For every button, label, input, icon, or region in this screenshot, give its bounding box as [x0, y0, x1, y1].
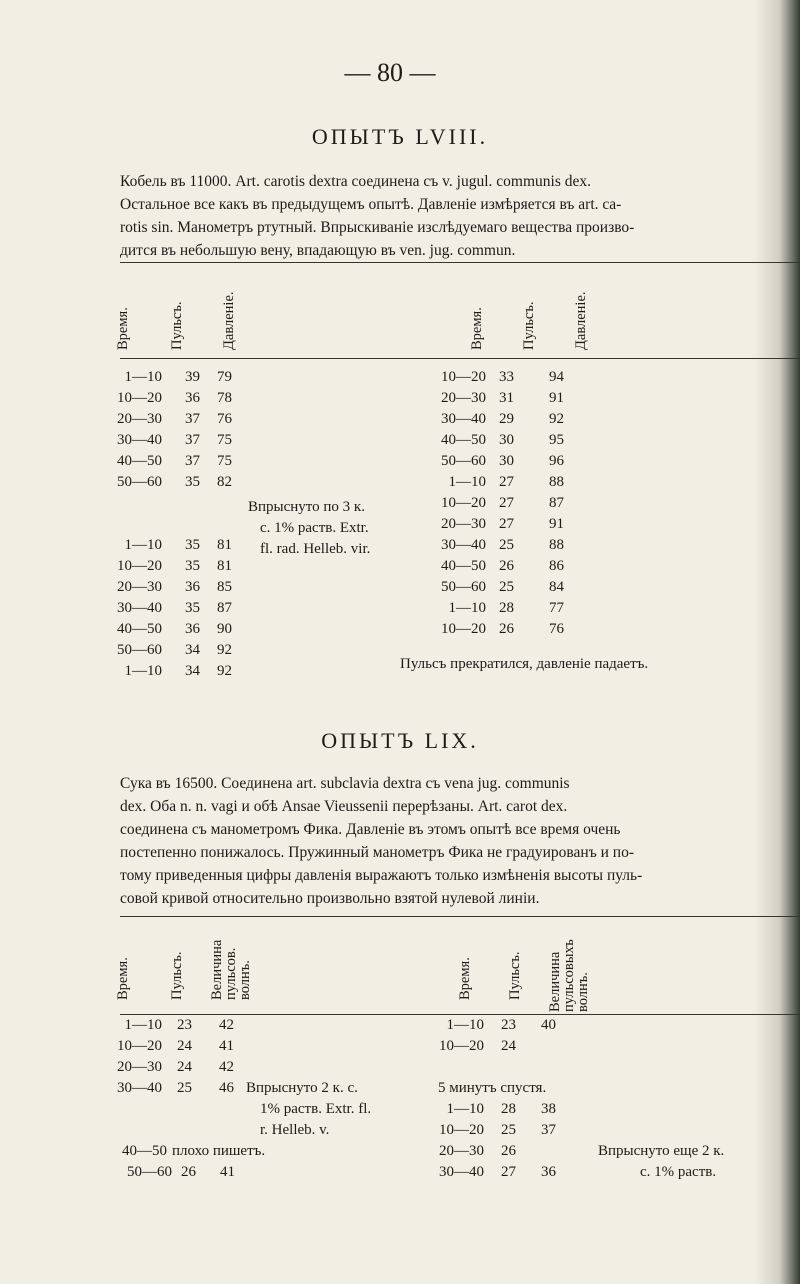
table-header-rule: [120, 358, 800, 359]
table-row-pulse: 34: [185, 642, 200, 658]
table-row-value: 37: [541, 1122, 556, 1138]
table-row-pulse: 27: [499, 474, 514, 490]
table-row-pulse: 30: [499, 453, 514, 469]
description-line: dex. Оба n. n. vagi и обѣ Ansae Vieussenii перерѣзаны. Art. carot dex.: [120, 798, 568, 815]
table-row-time: 20—30: [439, 1143, 484, 1159]
table-row-value: 95: [549, 432, 564, 448]
table-row-time: 40—50: [441, 432, 486, 448]
table-row-pulse: 24: [177, 1038, 192, 1054]
table-row-value: 40: [541, 1017, 556, 1033]
pause-note: 5 минутъ спустя.: [438, 1080, 547, 1096]
table-row-value: 85: [217, 579, 232, 595]
table-row-time: 1—10: [446, 1101, 484, 1117]
table-row-time: 50—60: [117, 642, 162, 658]
page-edge-shadow: [754, 0, 800, 1284]
description-line: rotis sin. Манометръ ртутный. Впрыскиваніе изслѣдуемаго вещества произво-: [120, 219, 635, 236]
table-row-time: 50—60: [441, 579, 486, 595]
table-row-value: 76: [549, 621, 564, 637]
table-row-pulse: 25: [499, 537, 514, 553]
table-row-time: 1—10: [124, 663, 162, 679]
table-row-value: 87: [549, 495, 564, 511]
table-row-time: 1—10: [446, 1017, 484, 1033]
experiment-59-description: [120, 772, 750, 910]
table-row-value: 42: [219, 1059, 234, 1075]
table-row-time: 40—50: [117, 621, 162, 637]
table-row-pulse: 35: [185, 558, 200, 574]
table-row-value: 92: [217, 663, 232, 679]
table-row-pulse: 39: [185, 369, 200, 385]
table-row-pulse: 36: [185, 579, 200, 595]
table-row-value: 41: [219, 1038, 234, 1054]
table-row-time: 10—20: [439, 1122, 484, 1138]
table-row-time: 10—20: [439, 1038, 484, 1054]
table-row-time: 40—50: [441, 558, 486, 574]
table-row-pulse: 34: [185, 663, 200, 679]
table-row-magnitude: 41: [220, 1164, 235, 1180]
table-row-time: 1—10: [124, 537, 162, 553]
column-header-pulse: Пульсъ.: [169, 951, 185, 1000]
table-row-value: 81: [217, 537, 232, 553]
injection-note: с. 1% раств.: [640, 1164, 717, 1180]
table-row-value: 90: [217, 621, 232, 637]
table-row-time: 10—20: [441, 621, 486, 637]
table-row-value: 77: [549, 600, 564, 616]
experiment-58-description: [120, 170, 750, 262]
table-row-pulse: 26: [181, 1164, 196, 1180]
injection-note: Впрыснуто 2 к. с.: [246, 1080, 358, 1096]
table-header-rule: [120, 1014, 800, 1015]
table-row-pulse: 24: [177, 1059, 192, 1075]
injection-note: Впрыснуто еще 2 к.: [598, 1143, 725, 1159]
table-row-value: 75: [217, 432, 232, 448]
table-row-pulse: 35: [185, 537, 200, 553]
table-row-time: 20—30: [117, 411, 162, 427]
table-row-pulse: 36: [185, 621, 200, 637]
table-row-time: 1—10: [124, 369, 162, 385]
table-row-time: 20—30: [441, 390, 486, 406]
table-row-pulse: 26: [499, 558, 514, 574]
table-row-pulse: 35: [185, 600, 200, 616]
table-row-value: 86: [549, 558, 564, 574]
table-row-value: 91: [549, 516, 564, 532]
table-row-pulse: 27: [499, 495, 514, 511]
table-row-time: 30—40: [117, 1080, 162, 1096]
table-row-pulse: 37: [185, 411, 200, 427]
column-header-time: Время.: [115, 957, 131, 1000]
table-row-pulse: 23: [501, 1017, 516, 1033]
table-row-pulse: 25: [177, 1080, 192, 1096]
table-row-time: 50—60: [117, 474, 162, 490]
table-row-time: 10—20: [117, 390, 162, 406]
table-row-value: 96: [549, 453, 564, 469]
table-row-pulse: 25: [501, 1122, 516, 1138]
experiment-59-title: ОПЫТЪ LIX.: [321, 728, 479, 753]
table-row-pulse: 37: [185, 432, 200, 448]
column-header-wave-magnitude: Величина пульсов. волнъ.: [209, 939, 253, 1000]
table-row-value: 75: [217, 453, 232, 469]
table-row-pulse: 35: [185, 474, 200, 490]
final-note: Пульсъ прекратился, давленіе падаетъ.: [400, 656, 649, 672]
column-header-pulse: Пульсъ.: [169, 301, 185, 350]
table-row-pulse: 29: [499, 411, 514, 427]
table-row-time: 40—50: [122, 1143, 167, 1159]
table-row-pulse: 26: [499, 621, 514, 637]
table-row-pulse: 24: [501, 1038, 516, 1054]
table-row-time: 20—30: [117, 579, 162, 595]
column-header-time: Время.: [469, 307, 485, 350]
table-row-value: 92: [549, 411, 564, 427]
injection-note: Впрыснуто по 3 к.: [248, 499, 365, 515]
column-header-pressure: Давленіе.: [221, 291, 237, 350]
table-row-value: 87: [217, 600, 232, 616]
table-row-value: 82: [217, 474, 232, 490]
table-row-pulse: 25: [499, 579, 514, 595]
description-line: Остальное все какъ въ предыдущемъ опытѣ. Давленіе измѣряется въ art. ca-: [120, 196, 622, 213]
table-row-value: 38: [541, 1101, 556, 1117]
experiment-58-title: ОПЫТЪ LVIII.: [311, 124, 489, 149]
description-line: совой кривой относительно произвольно взятой нулевой линіи.: [120, 890, 540, 907]
table-row-pulse: 28: [499, 600, 514, 616]
table-row-time: 30—40: [117, 600, 162, 616]
description-line: Кобель въ 11000. Art. carotis dextra соединена съ v. jugul. communis dex.: [120, 173, 591, 190]
table-row-time: 50—60: [441, 453, 486, 469]
description-line: дится въ небольшую вену, впадающую въ ven. jug. commun.: [120, 242, 516, 259]
table-row-pulse: 36: [185, 390, 200, 406]
table-row-value: 36: [541, 1164, 556, 1180]
table-row-value: 46: [219, 1080, 234, 1096]
table-row-value: 88: [549, 537, 564, 553]
column-header-time: Время.: [115, 307, 131, 350]
description-line: тому приведенныя цифры давленія выражаютъ только измѣненія высоты пуль-: [120, 867, 643, 884]
bad-recording-note: плохо пишетъ.: [172, 1143, 266, 1159]
description-line: соединена съ манометромъ Фика. Давленіе въ этомъ опытѣ все время очень: [120, 821, 621, 838]
column-header-time: Время.: [457, 957, 473, 1000]
table-row-time: 1—10: [124, 1017, 162, 1033]
column-header-pulse: Пульсъ.: [521, 301, 537, 350]
table-row-value: 78: [217, 390, 232, 406]
table-top-rule: [120, 262, 800, 263]
description-line: Сука въ 16500. Соединена art. subclavia dextra съ vena jug. communis: [120, 775, 570, 792]
table-row-pulse: 30: [499, 432, 514, 448]
injection-note: 1% раств. Extr. fl.: [260, 1101, 372, 1117]
table-row-value: 76: [217, 411, 232, 427]
table-row-value: 94: [549, 369, 564, 385]
table-row-pulse: 28: [501, 1101, 516, 1117]
table-row-value: 81: [217, 558, 232, 574]
page-number: — 80 —: [344, 58, 436, 87]
table-row-value: 42: [219, 1017, 234, 1033]
table-row-pulse: 27: [501, 1164, 516, 1180]
table-row-time: 30—40: [441, 537, 486, 553]
table-row-pulse: 26: [501, 1143, 516, 1159]
table-row-pulse: 33: [499, 369, 514, 385]
table-row-pulse: 31: [499, 390, 514, 406]
table-row-time: 30—40: [439, 1164, 484, 1180]
table-row-time: 30—40: [117, 432, 162, 448]
column-header-pulse: Пульсъ.: [507, 951, 523, 1000]
table-row-time: 1—10: [448, 600, 486, 616]
table-row-time: 30—40: [441, 411, 486, 427]
table-row-value: 91: [549, 390, 564, 406]
table-row-value: 84: [549, 579, 564, 595]
table-row-time: 20—30: [117, 1059, 162, 1075]
table-row-pulse: 23: [177, 1017, 192, 1033]
column-header-pressure: Давленіе.: [573, 291, 589, 350]
table-row-time: 40—50: [117, 453, 162, 469]
table-top-rule: [120, 916, 800, 917]
column-header-wave-magnitude: Величина пульсовыхъ волнъ.: [547, 939, 591, 1012]
table-row-time: 10—20: [117, 558, 162, 574]
table-row-time: 10—20: [117, 1038, 162, 1054]
table-row-value: 79: [217, 369, 232, 385]
table-row-time: 50—60: [127, 1164, 172, 1180]
table-row-pulse: 27: [499, 516, 514, 532]
table-row-time: 1—10: [448, 474, 486, 490]
table-row-time: 10—20: [441, 495, 486, 511]
table-row-time: 10—20: [441, 369, 486, 385]
injection-note: с. 1% раств. Extr.: [260, 520, 369, 536]
table-row-time: 20—30: [441, 516, 486, 532]
table-row-value: 88: [549, 474, 564, 490]
injection-note: r. Helleb. v.: [260, 1122, 330, 1138]
description-line: постепенно понижалось. Пружинный манометръ Фика не градуированъ и по-: [120, 844, 634, 861]
table-row-value: 92: [217, 642, 232, 658]
injection-note: fl. rad. Helleb. vir.: [260, 541, 371, 557]
table-row-pulse: 37: [185, 453, 200, 469]
